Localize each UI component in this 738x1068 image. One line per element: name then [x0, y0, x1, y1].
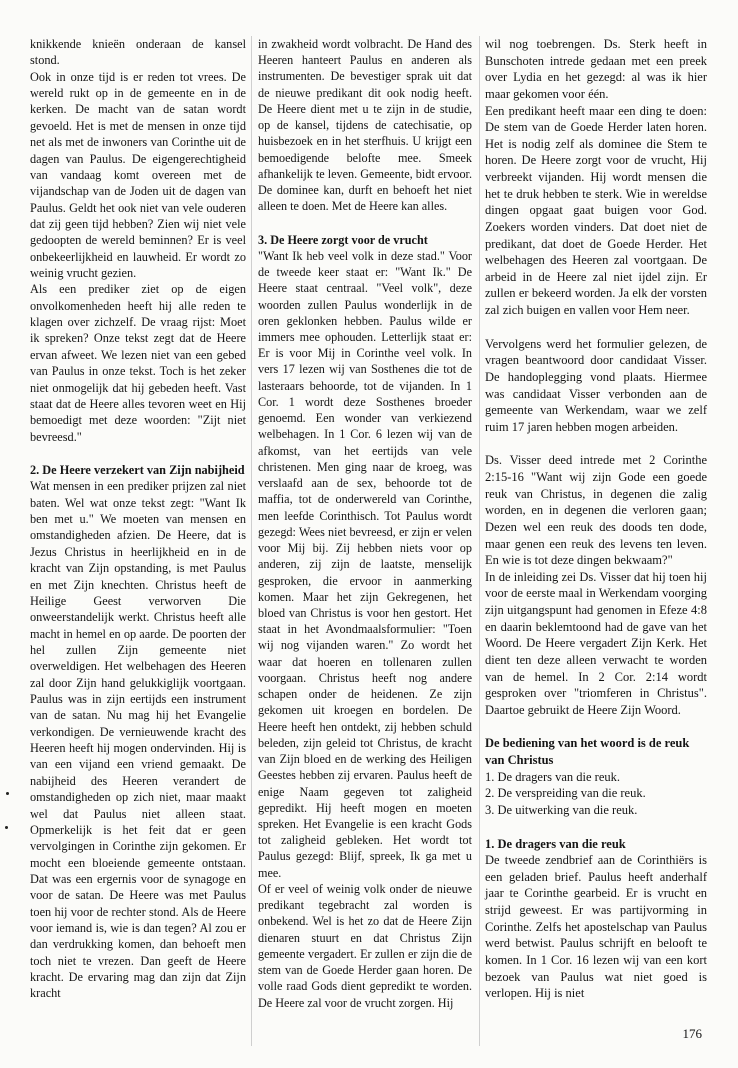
paragraph: Of er veel of weinig volk onder de nieuwe predikant tegebracht zal worden is onbekend. Wel is het zo dat de Heere Zijn dienaren stuurt en dat Christus Zijn gemeente vergadert. Er zullen er zijn die de stem van de Goede Herder gaan horen. De volle raad Gods dient gepredikt te worden. De Heere zal voor de vrucht zorgen. Hij — [258, 881, 472, 1010]
paragraph: Een predikant heeft maar een ding te doen: De stem van de Goede Herder laten horen. Het is nodig zelf als dominee die Stem te horen. De Heere zorgt voor de vrucht, Hij verbreekt vijanden. Hij wordt mensen die het te druk hebben te sterk. Wie in wereldse dingen opgaat gaat buigen voor God. Zoekers worden vinders. Dat doet niet de predikant, dat doet de Goede Herder. Het welbehagen des Heeren zal voortgaan. De arbeid in de Heere zal niet ijdel zijn. Er zullen er bekeerd worden. Ja elk der vorsten zal zich buigen en vallen voor Hem neer. — [485, 103, 707, 317]
text-column-1 — [30, 36, 246, 1002]
paragraph: wil nog toebrengen. Ds. Sterk heeft in Bunschoten intrede gedaan met een preek over Lydia en het gezegd: al was ik hier maar gekomen voor één. — [485, 37, 707, 101]
paragraph: Ook in onze tijd is er reden tot vrees. De wereld rukt op in de gemeente en in de kerken. De macht van de satan wordt gevoeld. Het is met de mensen in onze tijd net als met de inwoners van Corinthe uit de dagen van Paulus. De eigengerechtigheid van vandaag komt overeen met de vijandschap van de Joden uit de dagen van Paulus. Geldt het ook niet van vele ouderen dat zij geen tijd hebben? Zien wij niet vele gedoopten de wereld beminnen? Er is veel onbekeerlijkheid en lauwheid. Er wordt zo weinig vrucht gezien. — [30, 69, 246, 281]
paragraph: Als een prediker ziet op de eigen onvolkomenheden heeft hij alle reden te klagen over zichzelf. De vraag rijst: Moet ik spreken? Onze tekst zegt dat de Heere ervan afweet. We lezen niet van een gebed van Paulus in onze tekst. Toch is het zeker niet onmogelijk dat hij gebeden heeft. Vast staat dat de Heere alles tevoren weet en Hij bemoedigt met deze woorden: "Zijt niet bevreesd." — [30, 282, 246, 444]
paragraph: knikkende knieën onderaan de kansel stond. — [30, 37, 246, 68]
section-heading: De bediening van het woord is de reuk van Christus — [485, 736, 690, 767]
paragraph: Ds. Visser deed intrede met 2 Corinthe 2:15-16 "Want wij zijn Gode een goede reuk van Christus, in degenen die zalig worden, en in degenen die verloren gaan; Dezen wel een reuk des doods ten dode, maar genen een reuk des levens ten leven. En wie is tot deze dingen bekwaam?" — [485, 453, 707, 568]
section-heading: 1. De dragers van die reuk — [485, 836, 626, 851]
paragraph: "Want Ik heb veel volk in deze stad." Voor de tweede keer staat er: "Want Ik." De Heere staat centraal. "Veel volk", deze woorden zullen Paulus wonderlijk in de oren geklonken hebben. Paulus wilde er immers mee ophouden. Letterlijk staat er: Er is voor Mij in Corinthe veel volk. In vers 17 lezen wij van Sosthenes die tot de lasteraars behoorde, tot de vijanden. In 1 Cor. 1 wordt deze Sosthenes broeder genoemd. Een wonder van verkiezend welbehagen. In 1 Cor. 6 lezen wij van de afkomst, van het eertijds van vele christenen. Men ging naar de kroeg, was verslaafd aan de sex, behoorde tot de maffia, tot de onderwereld van Corinthe, men leefde Corinthisch. Tot Paulus wordt gezegd: Wees niet bevreesd, er zijn er velen voor Mij bij. Zij hebben niets voor op anderen, zij zijn de laatste, menselijk gesproken, die ervoor in aanmerking komen. Maar het zijn Gekregenen, het bloed van Christus is voor hen gestort. Het staat in het Avondmaalsformulier: "Toen wij nog vijanden waren." Zo wordt het waar dat hoeren en tollenaren zullen voorgaan. Christus heeft nog andere schapen onder de heidenen. Ze zijn gekomen uit kroegen en bordelen. De Heere heeft hen ontdekt, zij hebben schuld beleden, zijn geleid tot Christus, de kracht van Zijn bloed en de werking des Heiligen Geestes hebben zij ervaren. Paulus heeft de enige Naam gegeven tot zaligheid gepredikt. Hij heeft mogen en moeten spreken. Het Evangelie is een kracht Gods tot zaligheid gebleken. Het wordt tot Paulus gezegd: Blijf, spreek, Ik ga met u mee. — [258, 248, 472, 880]
column-divider — [479, 36, 480, 1046]
page-number: 176 — [682, 1026, 702, 1041]
paragraph: Wat mensen in een prediker prijzen zal niet baten. Wel wat onze tekst zegt: "Want Ik ben met u." We moeten van mensen en omstandigheden afzien. De Heere, dat is Jezus Christus in heerlijkheid en in de kracht van Zijn opstanding, is met Paulus en met Zijn knechten. Christus heeft de Heilige Geest verworven Die onweerstandelijk werkt. Christus heeft alle macht in hemel en op aarde. De poorten der hel zullen Zijn gemeente niet overweldigen. Het welbehagen des Heeren zal door Zijn hand gelukkiglijk voortgaan. Paulus was in zijn eertijds een instrument van de satan. Nu mag hij het Evangelie verkondigen. De vernieuwende kracht des Heeren heeft hij mogen ondervinden. Hij is van een vijand een vriend gemaakt. De nabijheid des Heeren verandert de omstandigheden op zich niet, maar maakt wel dat Paulus niet alleen staat. Opmerkelijk is het feit dat er geen vervolgingen in Corinthe zijn gekomen. Er mocht een bloeiende gemeente ontstaan. Dat was een ergernis voor de synagoge en voor de satan. De Heere was met Paulus toen hij voor de rechter stond. Als de Heere voor iemand is, wie is dan tegen? Al zou er dan verdrukking komen, dan behoeft men toch niet te vrezen. Dan geeft de Heere kracht. De ervaring mag dan zijn dat Zijn kracht — [30, 479, 246, 1001]
text-column-3 — [485, 36, 707, 1002]
paragraph: Vervolgens werd het formulier gelezen, de vragen beantwoord door candidaat Visser. De handoplegging vond plaats. Hiermee was candidaat Visser verbonden aan de gemeente van Werkendam, waar we zelf ruim 17 jaren hebben mogen arbeiden. — [485, 336, 707, 434]
scan-speck — [6, 792, 9, 795]
list-item: 1. De dragers van die reuk. — [485, 769, 621, 784]
list-item: 2. De verspreiding van die reuk. — [485, 786, 646, 801]
list-item: 3. De uitwerking van die reuk. — [485, 802, 638, 817]
section-heading: 2. De Heere verzekert van Zijn nabijheid — [30, 462, 245, 477]
text-column-2 — [258, 36, 472, 1011]
paragraph: De tweede zendbrief aan de Corinthiërs is een geladen brief. Paulus heeft anderhalf jaar te Corinthe gearbeid. Er is vrucht en strijd geweest. Er was partijvorming in Corinthe. Zelfs het apostelschap van Paulus werd betwist. Paulus schrijft en belooft te komen. In 1 Cor. 16 lezen wij van een kort bezoek van Paulus wat niet goed is verlopen. Hij is niet — [485, 853, 707, 1001]
scan-speck — [5, 826, 8, 829]
paragraph: In de inleiding zei Ds. Visser dat hij toen hij voor de eerste maal in Werkendam voorging zijn uitgangspunt had genomen in Efeze 4:8 en daarin beklemtoond had de gave van het Woord. De Heere vergadert Zijn Kerk. Het dient ten deze alleen verwacht te worden van de hemel. In 2 Cor. 2:14 wordt gesproken over "triomferen in Christus". Daartoe gebruikt de Heere Zijn Woord. — [485, 569, 707, 717]
paragraph: in zwakheid wordt volbracht. De Hand des Heeren hanteert Paulus en anderen als instrumenten. De bevestiger sprak uit dat de nieuwe predikant dit ook nodig heeft. De Heere dient met u te zijn in de studie, op de kansel, tijdens de catechisatie, op huisbezoek en in het sterfhuis. U krijgt een bemoedigende belofte mee. Smeek afhankelijk te leven. Gemeente, bidt ervoor. De dominee kan, durft en behoeft het niet alleen te doen. Met de Heere kan alles. — [258, 37, 472, 214]
section-heading: 3. De Heere zorgt voor de vrucht — [258, 232, 428, 247]
column-divider — [251, 36, 252, 1046]
